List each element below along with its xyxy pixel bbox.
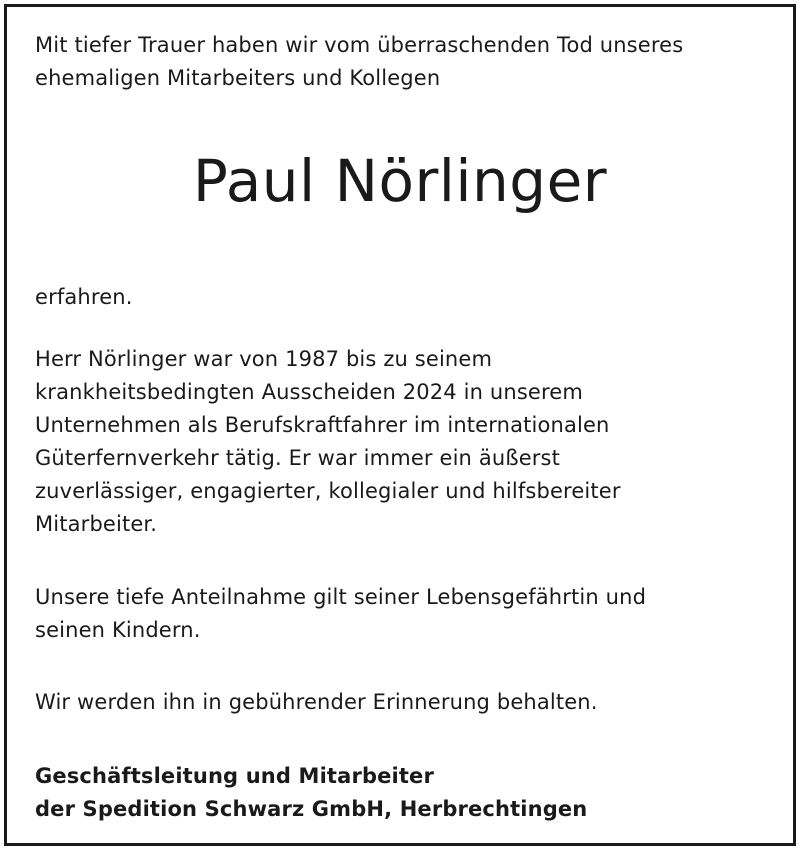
intro-line-1: Mit tiefer Trauer haben wir vom überraschenden Tod unseres	[35, 33, 684, 57]
career-line-4: Güterfernverkehr tätig. Er war immer ein äußerst	[35, 446, 561, 470]
career-line-5: zuverlässiger, engagierter, kollegialer und hilfsbereiter	[35, 479, 621, 503]
intro-line-2: ehemaligen Mitarbeiters und Kollegen	[35, 66, 441, 90]
career-line-3: Unternehmen als Berufskraftfahrer im internationalen	[35, 413, 610, 437]
career-line-2: krankheitsbedingten Ausscheiden 2024 in unserem	[35, 380, 583, 404]
remembrance-text: Wir werden ihn in gebührender Erinnerung behalten.	[35, 690, 598, 714]
career-line-6: Mitarbeiter.	[35, 512, 158, 536]
career-line-1: Herr Nörlinger war von 1987 bis zu seinem	[35, 347, 493, 371]
learned-text: erfahren.	[35, 285, 133, 309]
sympathy-line-1: Unsere tiefe Anteilnahme gilt seiner Lebensgefährtin und	[35, 585, 647, 609]
deceased-name: Paul Nörlinger	[192, 147, 608, 215]
signature-line-2: der Spedition Schwarz GmbH, Herbrechtingen	[35, 797, 588, 821]
obituary-notice	[4, 4, 796, 846]
signature-line-1: Geschäftsleitung und Mitarbeiter	[35, 764, 434, 788]
sympathy-line-2: seinen Kindern.	[35, 618, 201, 642]
